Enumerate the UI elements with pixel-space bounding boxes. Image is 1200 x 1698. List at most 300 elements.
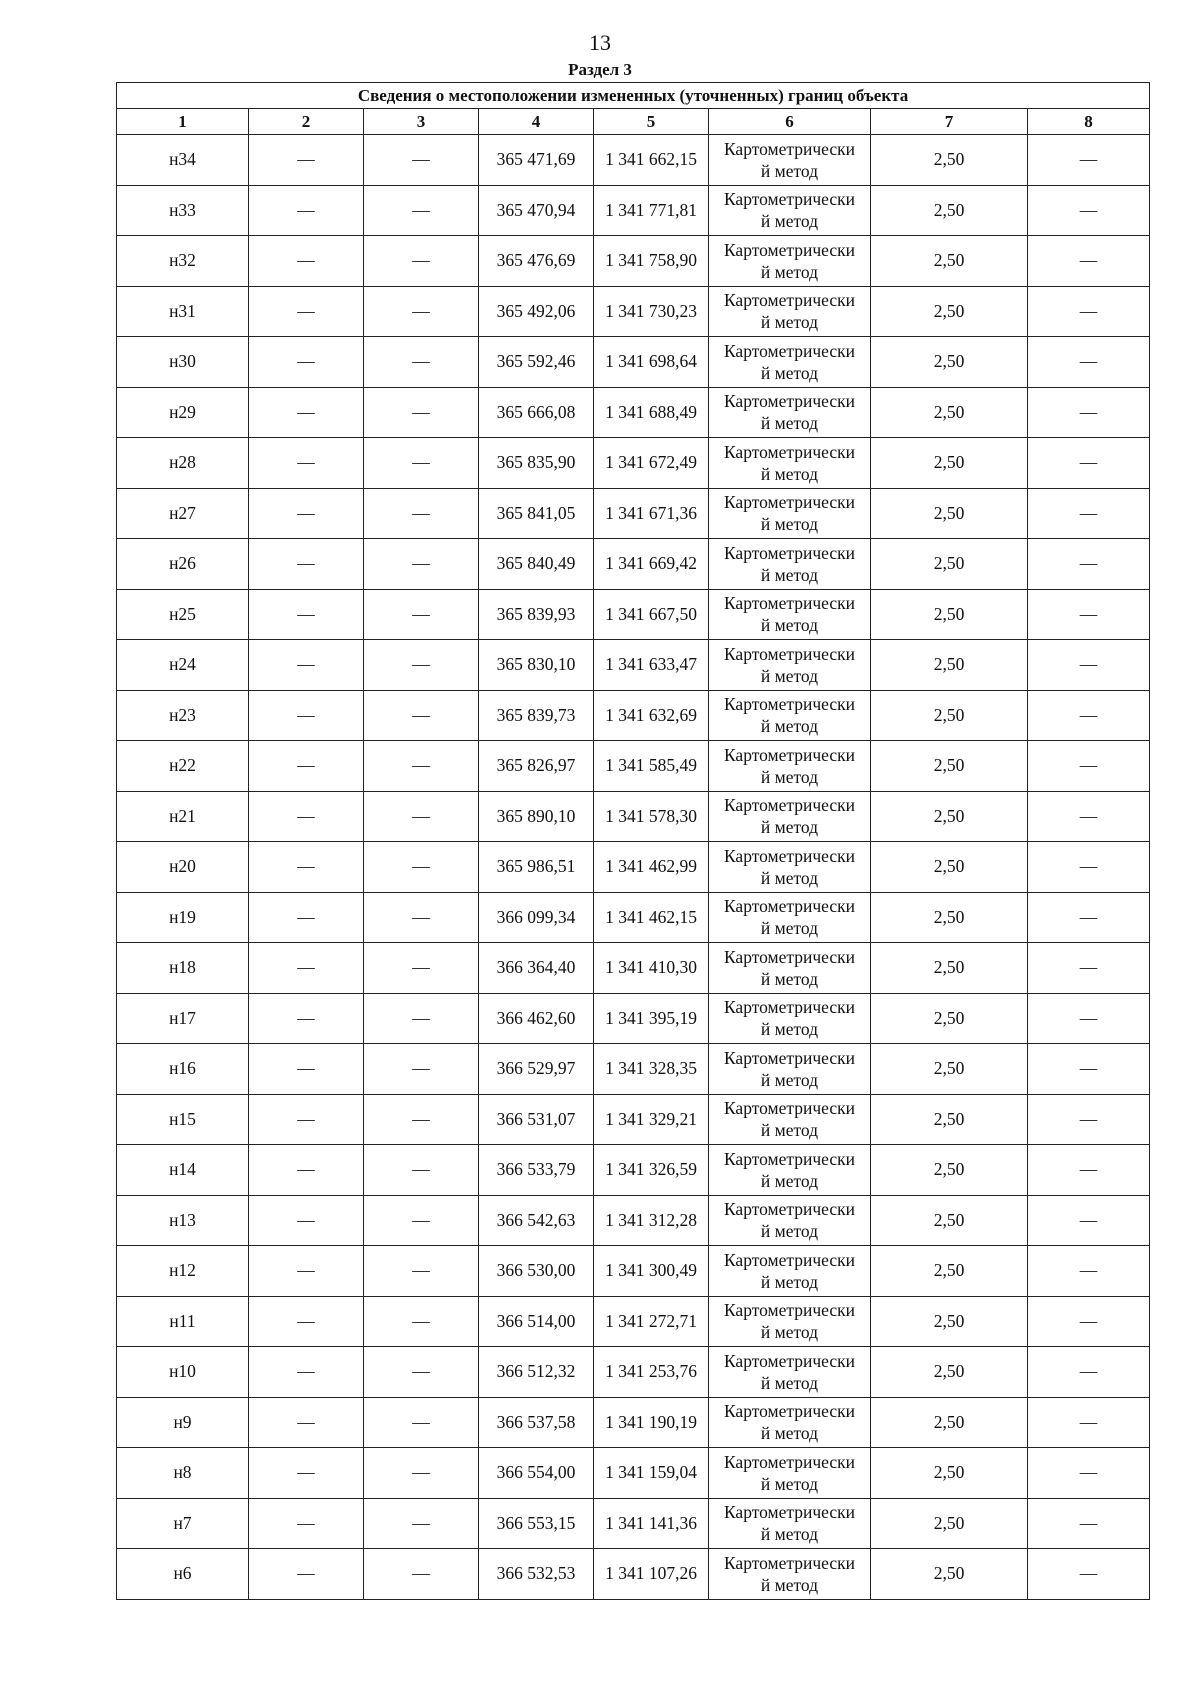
column-8-cell: —	[1028, 1195, 1150, 1246]
column-2-cell: —	[249, 1448, 364, 1499]
accuracy-cell: 2,50	[871, 741, 1028, 792]
y-coordinate-cell: 1 341 633,47	[594, 640, 709, 691]
column-8-cell: —	[1028, 1044, 1150, 1095]
table-row	[117, 286, 1150, 337]
column-2-cell: —	[249, 1195, 364, 1246]
accuracy-cell: 2,50	[871, 488, 1028, 539]
point-cell: н18	[117, 943, 249, 994]
accuracy-cell: 2,50	[871, 1246, 1028, 1297]
column-2-cell: —	[249, 943, 364, 994]
y-coordinate-cell: 1 341 758,90	[594, 236, 709, 287]
method-line-2: й метод	[760, 1069, 819, 1090]
point-cell: н31	[117, 286, 249, 337]
column-8-cell: —	[1028, 741, 1150, 792]
method-cell	[709, 1195, 871, 1246]
column-8-cell: —	[1028, 892, 1150, 943]
column-2-cell: —	[249, 1246, 364, 1297]
table-row	[117, 892, 1150, 943]
method-line-2: й метод	[760, 312, 819, 333]
table-caption: Сведения о местоположении измененных (уточненных) границ объекта	[117, 83, 1150, 109]
y-coordinate-cell: 1 341 395,19	[594, 993, 709, 1044]
method-line-1: Картометрически	[723, 795, 856, 816]
method-line-1: Картометрически	[723, 1148, 856, 1169]
point-cell: н9	[117, 1397, 249, 1448]
column-3-cell: —	[364, 842, 479, 893]
accuracy-cell: 2,50	[871, 892, 1028, 943]
table-row	[117, 1498, 1150, 1549]
method-line-1: Картометрически	[723, 997, 856, 1018]
column-3-cell: —	[364, 1549, 479, 1600]
x-coordinate-cell: 365 592,46	[479, 337, 594, 388]
y-coordinate-cell: 1 341 671,36	[594, 488, 709, 539]
x-coordinate-cell: 366 529,97	[479, 1044, 594, 1095]
table-row	[117, 1296, 1150, 1347]
x-coordinate-cell: 365 830,10	[479, 640, 594, 691]
accuracy-cell: 2,50	[871, 993, 1028, 1044]
accuracy-cell: 2,50	[871, 1498, 1028, 1549]
accuracy-cell: 2,50	[871, 236, 1028, 287]
accuracy-cell: 2,50	[871, 1094, 1028, 1145]
method-cell	[709, 387, 871, 438]
method-line-1: Картометрически	[723, 492, 856, 513]
x-coordinate-cell: 365 890,10	[479, 791, 594, 842]
accuracy-cell: 2,50	[871, 589, 1028, 640]
point-cell: н14	[117, 1145, 249, 1196]
method-line-1: Картометрически	[723, 593, 856, 614]
accuracy-cell: 2,50	[871, 690, 1028, 741]
point-cell: н10	[117, 1347, 249, 1398]
method-cell	[709, 943, 871, 994]
method-line-1: Картометрически	[723, 845, 856, 866]
table-row	[117, 1448, 1150, 1499]
point-cell: н20	[117, 842, 249, 893]
method-cell	[709, 791, 871, 842]
method-line-1: Картометрически	[723, 1401, 856, 1422]
table-row	[117, 387, 1150, 438]
column-8-cell: —	[1028, 690, 1150, 741]
x-coordinate-cell: 365 839,93	[479, 589, 594, 640]
accuracy-cell: 2,50	[871, 1296, 1028, 1347]
x-coordinate-cell: 365 476,69	[479, 236, 594, 287]
section-title: Раздел 3	[568, 60, 632, 79]
column-8-cell: —	[1028, 236, 1150, 287]
method-line-1: Картометрически	[723, 1199, 856, 1220]
method-line-1: Картометрически	[723, 1552, 856, 1573]
column-8-cell: —	[1028, 791, 1150, 842]
method-line-2: й метод	[760, 564, 819, 585]
table-row	[117, 1549, 1150, 1600]
column-2-cell: —	[249, 1397, 364, 1448]
table-row	[117, 337, 1150, 388]
method-cell	[709, 135, 871, 186]
y-coordinate-cell: 1 341 159,04	[594, 1448, 709, 1499]
point-cell: н26	[117, 539, 249, 590]
method-line-1: Картометрически	[723, 1502, 856, 1523]
column-3-cell: —	[364, 589, 479, 640]
column-3-cell: —	[364, 791, 479, 842]
point-cell: н30	[117, 337, 249, 388]
column-8-cell: —	[1028, 1246, 1150, 1297]
table-row	[117, 1397, 1150, 1448]
y-coordinate-cell: 1 341 410,30	[594, 943, 709, 994]
column-3-cell: —	[364, 1145, 479, 1196]
column-2-cell: —	[249, 1296, 364, 1347]
method-line-2: й метод	[760, 716, 819, 737]
y-coordinate-cell: 1 341 669,42	[594, 539, 709, 590]
method-line-1: Картометрически	[723, 340, 856, 361]
table-row	[117, 791, 1150, 842]
column-2-cell: —	[249, 842, 364, 893]
column-3-cell: —	[364, 337, 479, 388]
method-cell	[709, 589, 871, 640]
method-line-2: й метод	[760, 160, 819, 181]
column-2-cell: —	[249, 236, 364, 287]
method-line-2: й метод	[760, 1574, 819, 1595]
column-3-cell: —	[364, 1498, 479, 1549]
table-row	[117, 1094, 1150, 1145]
y-coordinate-cell: 1 341 667,50	[594, 589, 709, 640]
table-row	[117, 1347, 1150, 1398]
method-line-1: Картометрически	[723, 391, 856, 412]
method-line-1: Картометрически	[723, 441, 856, 462]
method-line-1: Картометрически	[723, 239, 856, 260]
accuracy-cell: 2,50	[871, 1195, 1028, 1246]
column-number-row	[117, 109, 1150, 135]
column-8-cell: —	[1028, 589, 1150, 640]
x-coordinate-cell: 365 826,97	[479, 741, 594, 792]
method-line-1: Картометрически	[723, 1249, 856, 1270]
accuracy-cell: 2,50	[871, 135, 1028, 186]
method-line-2: й метод	[760, 867, 819, 888]
column-3-cell: —	[364, 640, 479, 691]
column-2-cell: —	[249, 1044, 364, 1095]
point-cell: н19	[117, 892, 249, 943]
method-line-2: й метод	[760, 766, 819, 787]
table-row	[117, 488, 1150, 539]
point-cell: н12	[117, 1246, 249, 1297]
point-cell: н17	[117, 993, 249, 1044]
method-line-1: Картометрически	[723, 1098, 856, 1119]
method-cell	[709, 185, 871, 236]
coordinates-table	[116, 82, 1150, 1600]
column-8-cell: —	[1028, 1498, 1150, 1549]
method-cell	[709, 236, 871, 287]
point-cell: н24	[117, 640, 249, 691]
accuracy-cell: 2,50	[871, 387, 1028, 438]
table-body	[117, 135, 1150, 1600]
y-coordinate-cell: 1 341 462,99	[594, 842, 709, 893]
table-row	[117, 690, 1150, 741]
method-cell	[709, 690, 871, 741]
x-coordinate-cell: 365 470,94	[479, 185, 594, 236]
page-number: 13	[589, 30, 611, 55]
column-8-cell: —	[1028, 1448, 1150, 1499]
method-line-2: й метод	[760, 665, 819, 686]
method-cell	[709, 1448, 871, 1499]
y-coordinate-cell: 1 341 329,21	[594, 1094, 709, 1145]
method-line-2: й метод	[760, 1473, 819, 1494]
method-cell	[709, 1145, 871, 1196]
point-cell: н28	[117, 438, 249, 489]
method-cell	[709, 1044, 871, 1095]
x-coordinate-cell: 365 835,90	[479, 438, 594, 489]
column-2-cell: —	[249, 1498, 364, 1549]
method-line-2: й метод	[760, 968, 819, 989]
x-coordinate-cell: 365 840,49	[479, 539, 594, 590]
method-line-2: й метод	[760, 463, 819, 484]
column-8-cell: —	[1028, 1145, 1150, 1196]
method-line-1: Картометрически	[723, 189, 856, 210]
x-coordinate-cell: 366 514,00	[479, 1296, 594, 1347]
column-3-cell: —	[364, 1044, 479, 1095]
point-cell: н6	[117, 1549, 249, 1600]
column-3-cell: —	[364, 1448, 479, 1499]
x-coordinate-cell: 366 530,00	[479, 1246, 594, 1297]
y-coordinate-cell: 1 341 672,49	[594, 438, 709, 489]
method-line-1: Картометрически	[723, 138, 856, 159]
x-coordinate-cell: 366 554,00	[479, 1448, 594, 1499]
column-2-cell: —	[249, 993, 364, 1044]
column-3-cell: —	[364, 1296, 479, 1347]
method-line-2: й метод	[760, 918, 819, 939]
method-line-2: й метод	[760, 1271, 819, 1292]
column-2-cell: —	[249, 1549, 364, 1600]
column-2-cell: —	[249, 892, 364, 943]
accuracy-cell: 2,50	[871, 438, 1028, 489]
column-2-cell: —	[249, 589, 364, 640]
column-8-cell: —	[1028, 1094, 1150, 1145]
column-number: 1	[117, 109, 249, 135]
column-8-cell: —	[1028, 943, 1150, 994]
method-line-2: й метод	[760, 261, 819, 282]
method-line-2: й метод	[760, 1120, 819, 1141]
accuracy-cell: 2,50	[871, 1044, 1028, 1095]
column-number: 2	[249, 109, 364, 135]
column-2-cell: —	[249, 286, 364, 337]
point-cell: н7	[117, 1498, 249, 1549]
method-cell	[709, 1296, 871, 1347]
point-cell: н15	[117, 1094, 249, 1145]
x-coordinate-cell: 365 492,06	[479, 286, 594, 337]
y-coordinate-cell: 1 341 300,49	[594, 1246, 709, 1297]
method-line-2: й метод	[760, 514, 819, 535]
column-2-cell: —	[249, 1145, 364, 1196]
method-cell	[709, 640, 871, 691]
y-coordinate-cell: 1 341 328,35	[594, 1044, 709, 1095]
column-3-cell: —	[364, 943, 479, 994]
x-coordinate-cell: 366 462,60	[479, 993, 594, 1044]
point-cell: н33	[117, 185, 249, 236]
column-8-cell: —	[1028, 1397, 1150, 1448]
column-8-cell: —	[1028, 842, 1150, 893]
column-3-cell: —	[364, 135, 479, 186]
column-8-cell: —	[1028, 185, 1150, 236]
column-3-cell: —	[364, 1094, 479, 1145]
x-coordinate-cell: 365 986,51	[479, 842, 594, 893]
column-3-cell: —	[364, 488, 479, 539]
method-cell	[709, 337, 871, 388]
y-coordinate-cell: 1 341 107,26	[594, 1549, 709, 1600]
column-2-cell: —	[249, 791, 364, 842]
method-line-1: Картометрически	[723, 542, 856, 563]
table-row	[117, 539, 1150, 590]
column-3-cell: —	[364, 286, 479, 337]
column-3-cell: —	[364, 539, 479, 590]
table-row	[117, 1195, 1150, 1246]
x-coordinate-cell: 366 532,53	[479, 1549, 594, 1600]
method-line-1: Картометрически	[723, 1047, 856, 1068]
method-line-2: й метод	[760, 1019, 819, 1040]
point-cell: н25	[117, 589, 249, 640]
column-2-cell: —	[249, 690, 364, 741]
column-2-cell: —	[249, 640, 364, 691]
method-line-2: й метод	[760, 817, 819, 838]
point-cell: н27	[117, 488, 249, 539]
column-3-cell: —	[364, 741, 479, 792]
point-cell: н11	[117, 1296, 249, 1347]
point-cell: н34	[117, 135, 249, 186]
method-cell	[709, 892, 871, 943]
method-cell	[709, 741, 871, 792]
method-cell	[709, 993, 871, 1044]
column-3-cell: —	[364, 690, 479, 741]
table-row	[117, 236, 1150, 287]
table-row	[117, 1044, 1150, 1095]
method-cell	[709, 1549, 871, 1600]
column-2-cell: —	[249, 135, 364, 186]
method-cell	[709, 1498, 871, 1549]
point-cell: н21	[117, 791, 249, 842]
method-line-2: й метод	[760, 1170, 819, 1191]
method-cell	[709, 1094, 871, 1145]
x-coordinate-cell: 365 839,73	[479, 690, 594, 741]
column-2-cell: —	[249, 387, 364, 438]
method-line-1: Картометрически	[723, 946, 856, 967]
point-cell: н13	[117, 1195, 249, 1246]
column-3-cell: —	[364, 185, 479, 236]
column-2-cell: —	[249, 337, 364, 388]
column-8-cell: —	[1028, 993, 1150, 1044]
method-line-1: Картометрически	[723, 290, 856, 311]
accuracy-cell: 2,50	[871, 842, 1028, 893]
accuracy-cell: 2,50	[871, 640, 1028, 691]
accuracy-cell: 2,50	[871, 286, 1028, 337]
column-2-cell: —	[249, 539, 364, 590]
table-row	[117, 438, 1150, 489]
x-coordinate-cell: 365 666,08	[479, 387, 594, 438]
column-8-cell: —	[1028, 438, 1150, 489]
column-8-cell: —	[1028, 1296, 1150, 1347]
accuracy-cell: 2,50	[871, 1397, 1028, 1448]
column-3-cell: —	[364, 1397, 479, 1448]
y-coordinate-cell: 1 341 771,81	[594, 185, 709, 236]
method-cell	[709, 1347, 871, 1398]
accuracy-cell: 2,50	[871, 337, 1028, 388]
method-line-1: Картометрически	[723, 1350, 856, 1371]
column-2-cell: —	[249, 1094, 364, 1145]
column-number: 6	[709, 109, 871, 135]
method-line-2: й метод	[760, 413, 819, 434]
method-line-1: Картометрически	[723, 1300, 856, 1321]
table-row	[117, 640, 1150, 691]
column-8-cell: —	[1028, 640, 1150, 691]
column-2-cell: —	[249, 488, 364, 539]
column-8-cell: —	[1028, 539, 1150, 590]
y-coordinate-cell: 1 341 578,30	[594, 791, 709, 842]
y-coordinate-cell: 1 341 730,23	[594, 286, 709, 337]
point-cell: н8	[117, 1448, 249, 1499]
column-2-cell: —	[249, 741, 364, 792]
y-coordinate-cell: 1 341 141,36	[594, 1498, 709, 1549]
point-cell: н16	[117, 1044, 249, 1095]
method-line-2: й метод	[760, 211, 819, 232]
method-cell	[709, 1246, 871, 1297]
method-line-1: Картометрически	[723, 694, 856, 715]
accuracy-cell: 2,50	[871, 539, 1028, 590]
method-line-1: Картометрически	[723, 1451, 856, 1472]
x-coordinate-cell: 366 537,58	[479, 1397, 594, 1448]
accuracy-cell: 2,50	[871, 185, 1028, 236]
column-number: 3	[364, 109, 479, 135]
y-coordinate-cell: 1 341 462,15	[594, 892, 709, 943]
column-8-cell: —	[1028, 337, 1150, 388]
accuracy-cell: 2,50	[871, 1549, 1028, 1600]
y-coordinate-cell: 1 341 326,59	[594, 1145, 709, 1196]
table-row	[117, 135, 1150, 186]
y-coordinate-cell: 1 341 253,76	[594, 1347, 709, 1398]
table-caption-row	[117, 83, 1150, 109]
column-2-cell: —	[249, 185, 364, 236]
column-2-cell: —	[249, 438, 364, 489]
column-number: 7	[871, 109, 1028, 135]
table-row	[117, 1246, 1150, 1297]
y-coordinate-cell: 1 341 312,28	[594, 1195, 709, 1246]
method-cell	[709, 539, 871, 590]
table-row	[117, 1145, 1150, 1196]
x-coordinate-cell: 365 471,69	[479, 135, 594, 186]
x-coordinate-cell: 366 364,40	[479, 943, 594, 994]
method-cell	[709, 488, 871, 539]
method-line-1: Картометрически	[723, 744, 856, 765]
method-line-2: й метод	[760, 1524, 819, 1545]
x-coordinate-cell: 366 099,34	[479, 892, 594, 943]
accuracy-cell: 2,50	[871, 1347, 1028, 1398]
method-cell	[709, 438, 871, 489]
x-coordinate-cell: 366 553,15	[479, 1498, 594, 1549]
accuracy-cell: 2,50	[871, 1145, 1028, 1196]
x-coordinate-cell: 366 533,79	[479, 1145, 594, 1196]
table-row	[117, 589, 1150, 640]
table-row	[117, 943, 1150, 994]
y-coordinate-cell: 1 341 190,19	[594, 1397, 709, 1448]
y-coordinate-cell: 1 341 632,69	[594, 690, 709, 741]
method-line-2: й метод	[760, 1372, 819, 1393]
column-8-cell: —	[1028, 135, 1150, 186]
accuracy-cell: 2,50	[871, 943, 1028, 994]
column-3-cell: —	[364, 1347, 479, 1398]
table-row	[117, 185, 1150, 236]
table-row	[117, 993, 1150, 1044]
column-3-cell: —	[364, 892, 479, 943]
x-coordinate-cell: 365 841,05	[479, 488, 594, 539]
column-3-cell: —	[364, 236, 479, 287]
table-row	[117, 741, 1150, 792]
method-cell	[709, 1397, 871, 1448]
column-8-cell: —	[1028, 1347, 1150, 1398]
column-number: 4	[479, 109, 594, 135]
method-line-2: й метод	[760, 1423, 819, 1444]
x-coordinate-cell: 366 542,63	[479, 1195, 594, 1246]
